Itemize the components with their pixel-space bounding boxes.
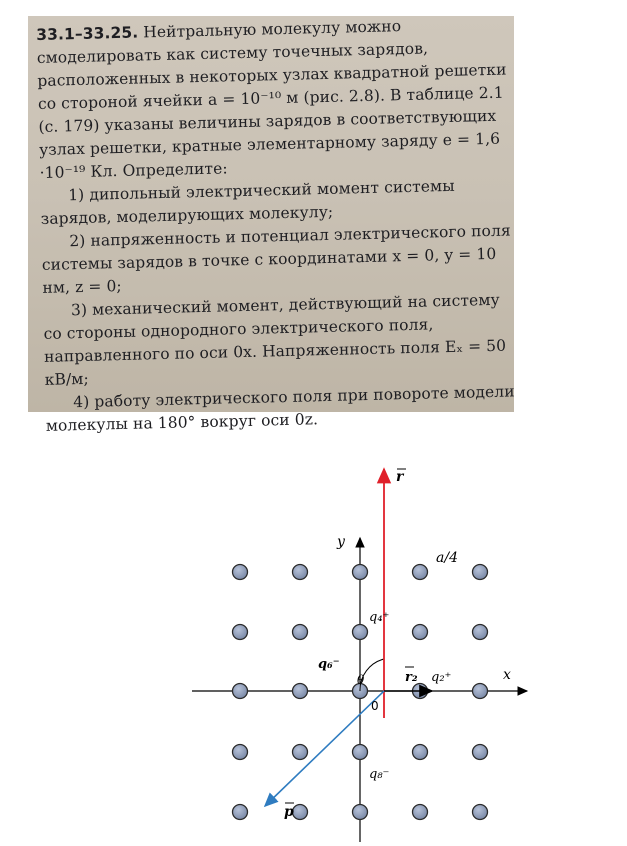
lattice-node: [353, 565, 368, 580]
lattice-node: [413, 745, 428, 760]
spacing-label: a/4: [436, 550, 458, 566]
problem-intro: Нейтральную молекулу можно смоделировать как систему точечных зарядов, расположенных в некоторых узлах квадратной решетки со стороной ячейки a = 10⁻¹⁰ м (рис. 2.8). В таблице 2.1 (с. 179) указаны величины зарядов в соответствующих узлах решетки, кратные элементарному заряду e = 1,6 ·10⁻¹⁹ Кл. Определите:: [36, 17, 507, 182]
lattice-node: [413, 625, 428, 640]
y-axis-label: y: [337, 534, 345, 550]
r-vector-label: r: [396, 469, 404, 485]
lattice-node: [353, 745, 368, 760]
lattice-node: [473, 684, 488, 699]
lattice-node: [233, 684, 248, 699]
q2-label: q₂⁺: [431, 670, 452, 685]
lattice-node: [473, 565, 488, 580]
lattice-node: [413, 565, 428, 580]
lattice-node: [233, 745, 248, 760]
lattice-node: [413, 805, 428, 820]
lattice-svg: [0, 440, 627, 842]
lattice-node: [233, 625, 248, 640]
lattice-node: [233, 805, 248, 820]
lattice-node: [353, 625, 368, 640]
lattice-node: [473, 805, 488, 820]
lattice-node: [293, 565, 308, 580]
q4-label: q₄⁺: [369, 610, 390, 625]
x-axis-label: x: [503, 667, 511, 683]
lattice-node: [293, 684, 308, 699]
lattice-node: [233, 565, 248, 580]
lattice-node: [293, 625, 308, 640]
r2-vector-label: r₂: [405, 670, 418, 685]
lattice-node: [293, 745, 308, 760]
q8-label: q₈⁻: [369, 767, 390, 782]
problem-item-2: 2) напряженность и потенциал электрического поля системы зарядов в точке с координатами x = 0, y = 10 нм, z = 0;: [41, 221, 512, 297]
q6-label: q₆⁻: [318, 657, 340, 672]
lattice-node: [293, 805, 308, 820]
theta-label: θ: [357, 673, 365, 687]
lattice-node: [473, 745, 488, 760]
lattice-node: [353, 805, 368, 820]
problem-item-3: 3) механический момент, действующий на систему со стороны однородного электрического поля, направленного по оси 0x. Напряженность поля Eₓ = 50 кВ/м;: [43, 290, 507, 389]
problem-item-1: 1) дипольный электрический момент системы зарядов, моделирующих молекулу;: [40, 176, 455, 228]
origin-label: 0: [371, 699, 379, 713]
problem-number: 33.1–33.25.: [36, 23, 139, 44]
problem-text: [36, 12, 518, 437]
textbook-photo: [28, 16, 515, 435]
lattice-node: [473, 625, 488, 640]
p-vector-label: p: [284, 804, 294, 820]
lattice-diagram: [0, 440, 627, 842]
problem-item-4: 4) работу электрического поля при повороте модели молекулы на 180° вокруг оси 0z.: [45, 382, 515, 435]
